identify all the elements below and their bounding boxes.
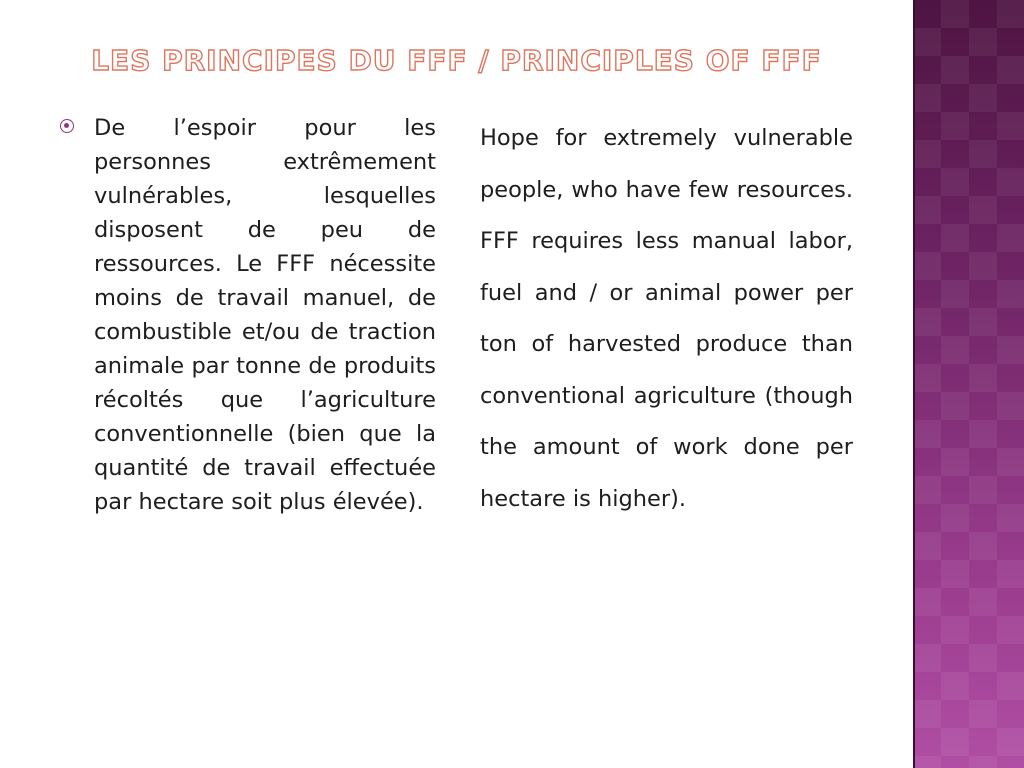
french-bullet-item bbox=[60, 111, 436, 519]
english-paragraph: Hope for extremely vulnerable people, who have few resources. FFF requires less manual labor, fuel and / or animal power per ton of harvested produce than conventional agriculture (though the amount of work done per hectare is higher). bbox=[480, 125, 853, 512]
english-text-column bbox=[480, 113, 853, 525]
decorative-side-band bbox=[913, 0, 1024, 768]
slide-title: LES PRINCIPES DU FFF / PRINCIPLES OF FFF bbox=[91, 44, 822, 77]
french-paragraph: De l’espoir pour les personnes extrêmement vulnérables, lesquelles disposent de peu de ressources. Le FFF nécessite moins de travail manuel, de combustible et/ou de traction animale par tonne de produits récoltés que l’agriculture conventionnelle (bien que la quantité de travail effectuée par hectare soit plus élevée). bbox=[94, 115, 436, 515]
diamond-pattern bbox=[913, 0, 1024, 768]
side-band-edge bbox=[913, 0, 915, 768]
circle-bullet-icon bbox=[60, 119, 74, 133]
french-text-column bbox=[60, 111, 436, 519]
